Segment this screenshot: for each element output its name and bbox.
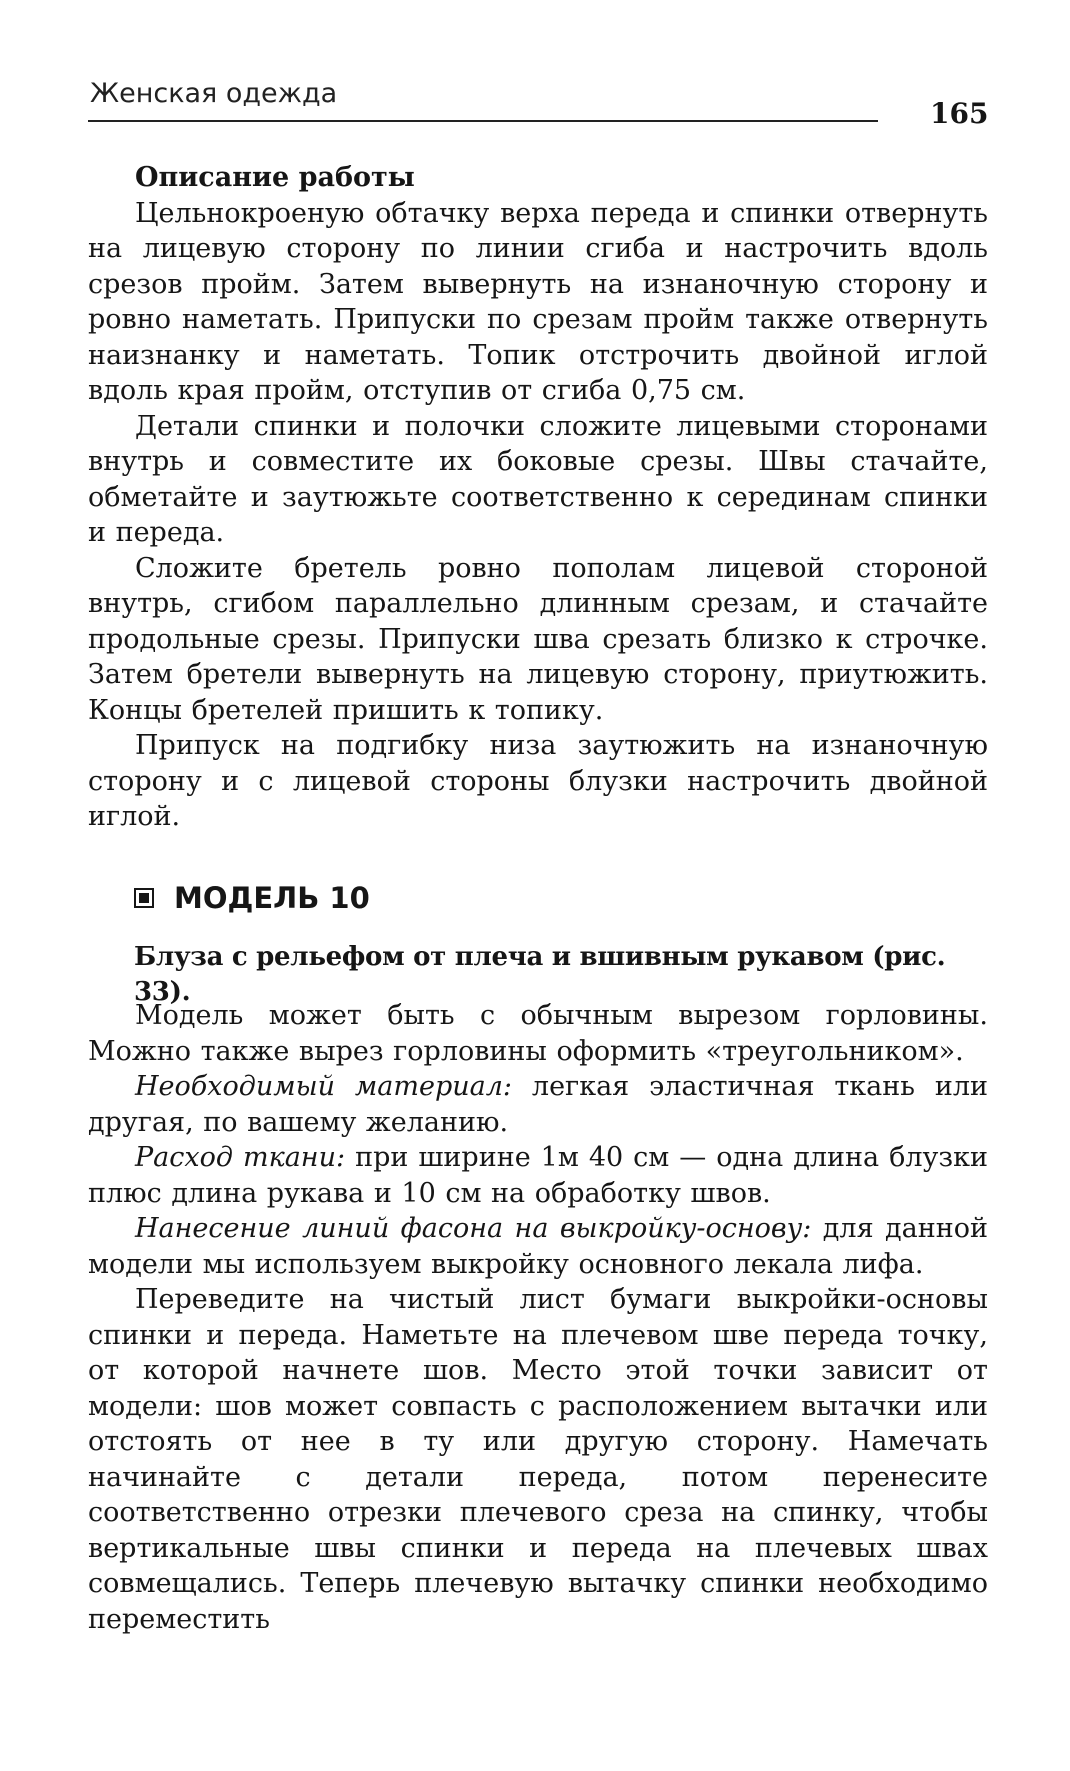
paragraph: Припуск на подгибку низа заутюжить на изнаночную сторону и с лицевой стороны блузки настрочить двойной иглой. [88,730,988,832]
section-description [88,160,988,835]
paragraph: Модель может быть с обычным вырезом горловины. Можно также вырез горловины оформить «треугольником». [88,1000,988,1067]
material-label: Необходимый материал: [135,1071,513,1102]
fabric-text: при ширине 1м 40 см — одна длина блузки плюс длина рукава и 10 см на обработку швов. [88,1142,988,1209]
square-bullet-icon [134,888,154,908]
material-text: легкая эластичная ткань или другая, по вашему желанию. [88,1071,989,1138]
paragraph: Переведите на чистый лист бумаги выкройки-основы спинки и переда. Наметьте на плечевом шве переда точку, от которой начнете шов. Место этой точки зависит от модели: шов может совпасть с расположением вытачки или отстоять от нее в ту или другую сторону. Намечать начинайте с детали переда, потом перенесите соответственно отрезки плечевого среза на спинку, чтобы вертикальные швы спинки и переда на плечевых швах совмещались. Теперь плечевую вытачку спинки необходимо переместить [88,1284,988,1635]
model-title: МОДЕЛЬ 10 [174,881,370,915]
paragraph-style-lines [88,1211,988,1282]
model-heading [134,880,370,916]
section-model-description [88,998,988,1637]
fabric-label: Расход ткани: [135,1142,346,1173]
section-heading: Описание работы [135,162,415,193]
style-lines-text: для данной модели мы используем выкройку основного лекала лифа. [88,1213,988,1280]
running-head: Женская одежда [90,78,338,109]
page-number: 165 [930,97,989,130]
header-rule [88,120,878,122]
paragraph-fabric [88,1140,988,1211]
paragraph: Детали спинки и полочки сложите лицевыми сторонами внутрь и совместите их боковые срезы. Швы стачайте, обметайте и заутюжьте соответственно к серединам спинки и переда. [88,410,988,548]
paragraph: Сложите бретель ровно пополам лицевой стороной внутрь, сгибом параллельно длинным срезам, и стачайте продольные срезы. Припуски шва срезать близко к строчке. Затем бретели вывернуть на лицевую сторону, приутюжить. Концы бретелей пришить к топику. [88,552,988,726]
paragraph: Цельнокроеную обтачку верха переда и спинки отвернуть на лицевую сторону по линии сгиба и настрочить вдоль срезов пройм. Затем вывернуть на изнаночную сторону и ровно наметать. Припуски по срезам пройм также отвернуть наизнанку и наметать. Топик отстрочить двойной иглой вдоль края пройм, отступив от сгиба 0,75 см. [88,197,988,406]
paragraph-material [88,1069,988,1140]
style-lines-label: Нанесение линий фасона на выкройку-основу: [135,1213,812,1244]
model-subtitle: Блуза с рельефом от плеча и вшивным рукавом (рис. 33). [134,942,946,1007]
